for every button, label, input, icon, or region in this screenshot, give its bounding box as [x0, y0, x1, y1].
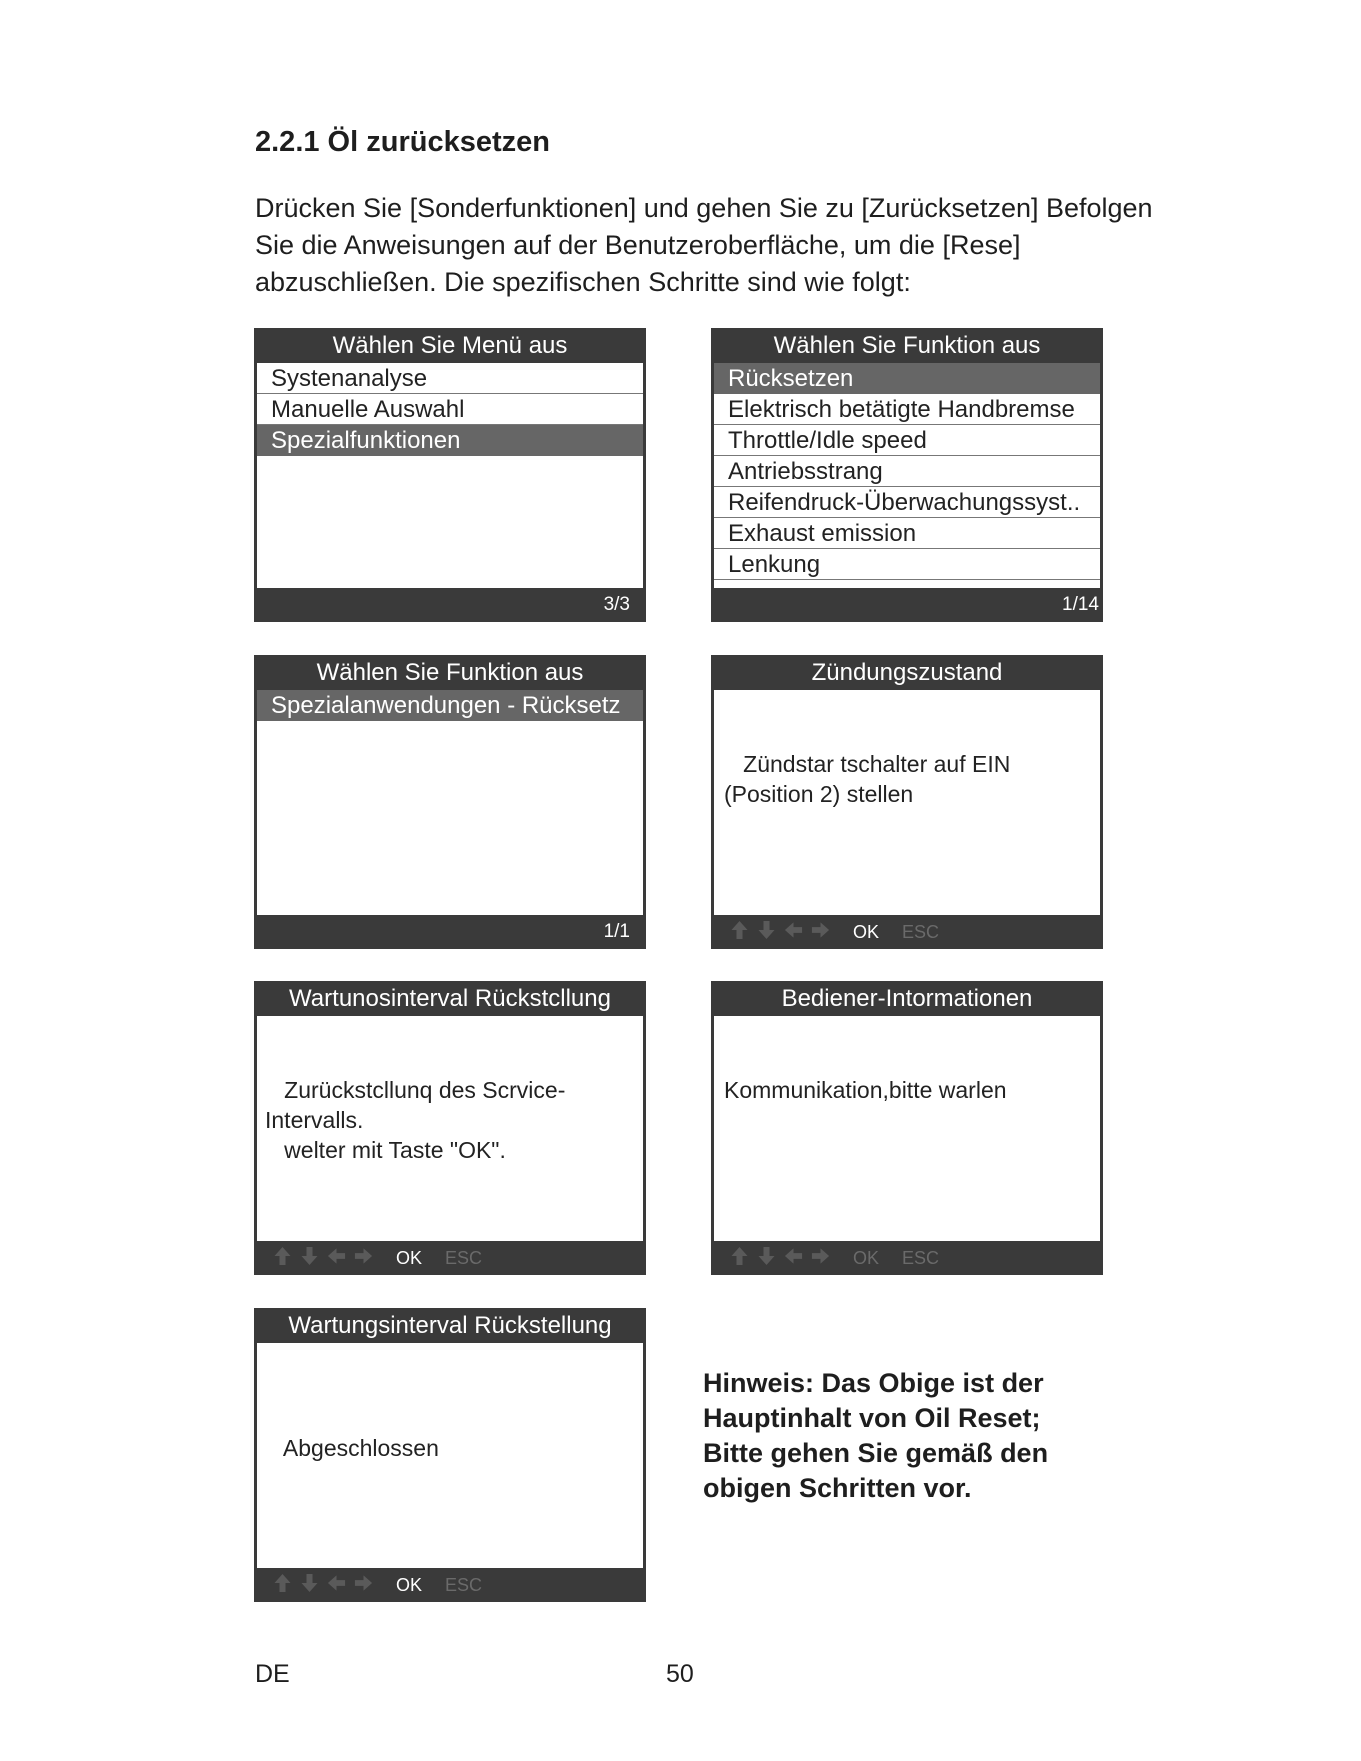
page-number: 50 — [666, 1660, 694, 1688]
screen-service-interval — [254, 981, 646, 1275]
screen-body — [714, 690, 1100, 915]
screen-message: Zündstar tschalter auf EIN (Position 2) stellen — [724, 751, 1011, 807]
menu-item: Rücksetzen — [714, 363, 1100, 394]
arrow-left-icon — [783, 1245, 804, 1267]
arrow-down-icon — [299, 1572, 320, 1594]
menu-item: Manuelle Auswahl — [257, 394, 643, 425]
esc-button-label: ESC — [902, 922, 940, 942]
screen-footer — [254, 1241, 646, 1275]
screen-footer — [711, 915, 1103, 949]
arrow-right-icon — [810, 919, 831, 941]
screen-title: Wartunosinterval Rückstcllung — [289, 985, 611, 1012]
menu-item: Systenanalyse — [257, 363, 643, 394]
note-paragraph: Hinweis: Das Obige ist der Hauptinhalt von Oil Reset; Bitte gehen Sie gemäß den obigen Schritten vor. — [703, 1368, 1049, 1503]
screen-list — [257, 363, 643, 588]
screen-footer — [254, 588, 646, 622]
screen-title: Wählen Sie Funktion aus — [773, 332, 1041, 359]
section-heading: 2.2.1 Öl zurücksetzen — [255, 126, 550, 158]
footer-language: DE — [255, 1660, 290, 1688]
screen-body — [714, 1016, 1100, 1241]
page-indicator: 3/3 — [603, 594, 630, 615]
menu-item: Exhaust emission — [714, 518, 1100, 549]
arrow-left-icon — [326, 1245, 347, 1267]
menu-item: Throttle/Idle speed — [714, 425, 1100, 456]
page-indicator: 1/1 — [603, 921, 630, 942]
menu-item: Lenkung — [714, 549, 1100, 580]
screen-operator-info — [711, 981, 1103, 1275]
screen-message: Zurückstcllunq des Scrvice- Intervalls. welter mit Taste "OK". — [265, 1077, 566, 1163]
screen-message: Kommunikation,bitte warlen — [724, 1077, 1007, 1103]
screen-ignition — [711, 655, 1103, 949]
screen-title: Zündungszustand — [811, 659, 1003, 686]
ok-button-label: OK — [853, 1248, 880, 1268]
arrow-right-icon — [353, 1572, 374, 1594]
screen-completed — [254, 1308, 646, 1602]
screen-footer — [711, 588, 1103, 622]
ok-button-label: OK — [396, 1575, 423, 1595]
screen-footer — [711, 1241, 1103, 1275]
screen-footer — [254, 915, 646, 949]
screen-title: Wählen Sie Funktion aus — [316, 659, 584, 686]
arrow-up-icon — [272, 1572, 293, 1594]
esc-button-label: ESC — [902, 1248, 940, 1268]
menu-item: Antriebsstrang — [714, 456, 1100, 487]
screen-title: Wählen Sie Menü aus — [332, 332, 568, 359]
esc-button-label: ESC — [445, 1575, 483, 1595]
menu-item: Reifendruck-Überwachungssyst.. — [714, 487, 1100, 518]
menu-item: Elektrisch betätigte Handbremse — [714, 394, 1100, 425]
screen-body — [257, 1016, 643, 1241]
arrow-down-icon — [299, 1245, 320, 1267]
intro-paragraph: Drücken Sie [Sonderfunktionen] und gehen Sie zu [Zurücksetzen] Befolgen Sie die Anweisungen auf der Benutzeroberfläche, um die [Rese] abzuschließen. Die spezifischen Schritte sind wie folgt: — [255, 193, 1153, 297]
screen-list — [714, 363, 1100, 588]
screen-list — [257, 690, 643, 915]
nav-arrows — [272, 1245, 374, 1267]
arrow-right-icon — [810, 1245, 831, 1267]
nav-arrows — [729, 1245, 831, 1267]
arrow-down-icon — [756, 919, 777, 941]
arrow-up-icon — [729, 1245, 750, 1267]
screen-footer — [254, 1568, 646, 1602]
screen-function-special — [254, 655, 646, 949]
menu-item: Spezialanwendungen - Rücksetz — [257, 690, 643, 721]
arrow-up-icon — [729, 919, 750, 941]
arrow-right-icon — [353, 1245, 374, 1267]
nav-arrows — [272, 1572, 374, 1594]
arrow-left-icon — [326, 1572, 347, 1594]
screen-menu — [254, 328, 646, 622]
arrow-left-icon — [783, 919, 804, 941]
ok-button-label: OK — [853, 922, 880, 942]
arrow-up-icon — [272, 1245, 293, 1267]
screen-title: Wartungsinterval Rückstellung — [288, 1312, 612, 1339]
menu-item: Spezialfunktionen — [257, 425, 643, 456]
nav-arrows — [729, 919, 831, 941]
screen-body — [257, 1343, 643, 1568]
arrow-down-icon — [756, 1245, 777, 1267]
page-indicator: 1/14 — [1062, 594, 1099, 615]
screen-title: Bediener-Intormationen — [781, 985, 1033, 1012]
ok-button-label: OK — [396, 1248, 423, 1268]
screen-function — [711, 328, 1103, 622]
esc-button-label: ESC — [445, 1248, 483, 1268]
screen-message: Abgeschlossen — [265, 1435, 439, 1461]
